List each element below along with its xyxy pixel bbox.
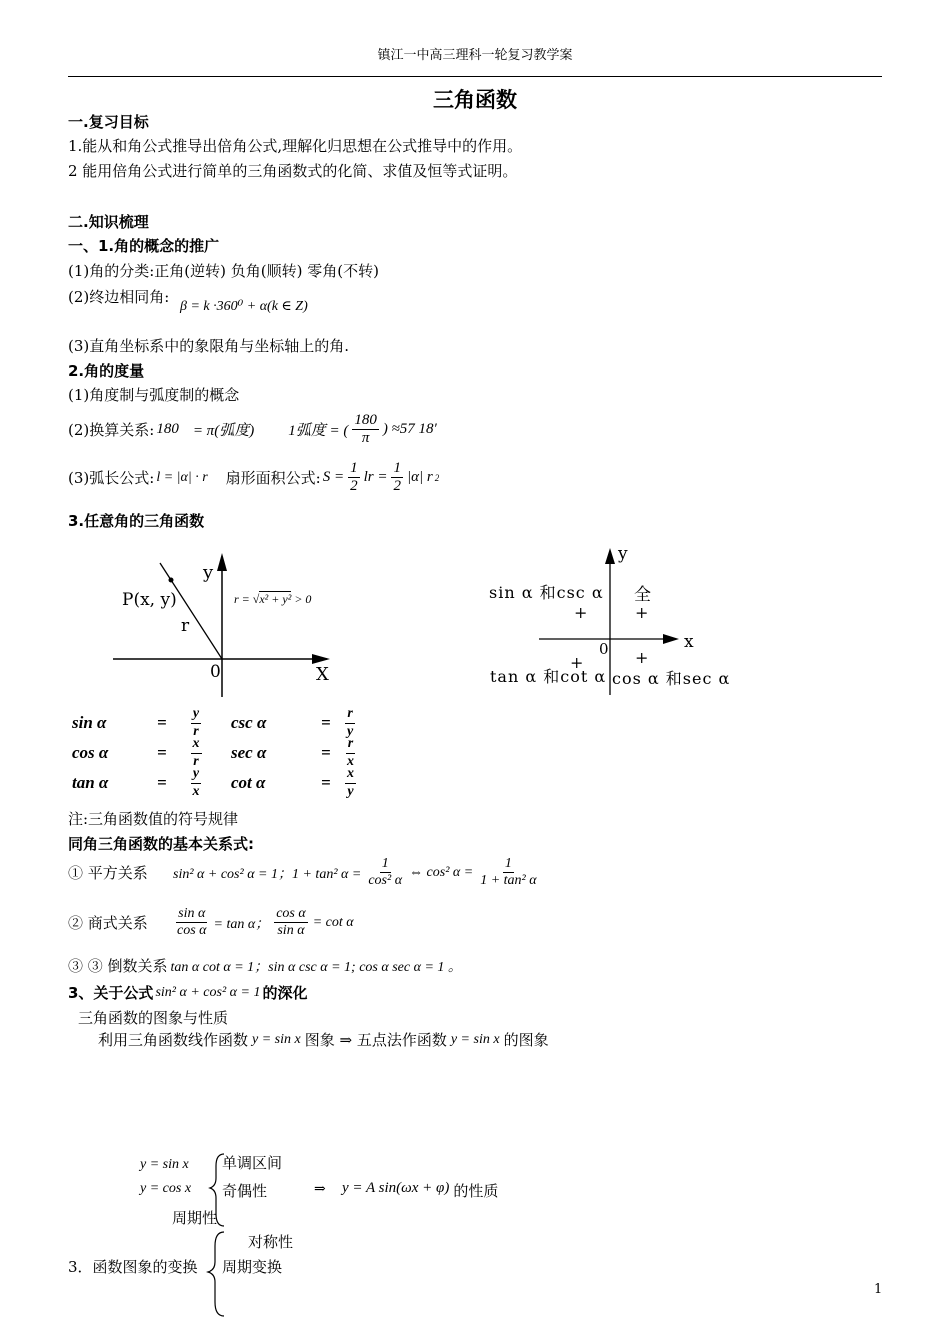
degree-radian-concept: (1)角度制与弧度制的概念 — [68, 386, 240, 404]
conversion-tail: ) ≈57 18′ — [382, 421, 437, 438]
transform-label: 3．函数图象的变换 — [68, 1258, 198, 1276]
section1-heading: 一.复习目标 — [68, 113, 149, 131]
periodicity: 周期性 — [172, 1209, 218, 1227]
subsection-1: 一、1.角的概念的推广 — [68, 237, 220, 255]
radius-label: r — [181, 616, 190, 636]
quotient-frac2 — [274, 906, 308, 939]
symmetry: 对称性 — [248, 1233, 294, 1251]
quadrant-4-sign: + — [635, 648, 649, 667]
fraction-denominator: r — [193, 723, 199, 739]
fraction-denominator: x — [192, 783, 200, 799]
sector-S: S = — [322, 469, 345, 486]
definition-fraction — [181, 766, 211, 799]
diagram-left-y: y — [203, 562, 214, 583]
fraction-numerator: 1 — [391, 460, 403, 478]
goal-item-1: 1.能从和角公式推导出倍角公式,理解化归思想在公式推导中的作用。 — [68, 137, 523, 155]
fraction-numerator: y — [191, 766, 201, 783]
square-relation-row — [68, 856, 541, 889]
square-relation-b: ⇔ cos² α = — [409, 864, 474, 880]
lower-brace-path — [208, 1232, 224, 1316]
fraction-numerator: x — [345, 766, 356, 783]
target-property-row — [342, 1180, 498, 1201]
subsection-2: 2.角的度量 — [68, 362, 145, 380]
fraction-numerator: 1 — [380, 856, 391, 873]
conversion-180: 180 — [156, 421, 179, 438]
definition-row-1 — [72, 708, 358, 738]
definition-fraction — [181, 736, 211, 769]
x-axis-arrow — [663, 634, 679, 644]
reciprocal-relation-formula: tan α cot α = 1；sin α csc α = 1; cos α sec α = 1 。 — [170, 959, 462, 975]
sector-tail: |α| r — [406, 469, 433, 486]
fraction-numerator: sin α — [176, 906, 207, 923]
definition-eq: = — [157, 713, 167, 732]
quadrant-2-label: sin α 和csc α — [489, 583, 604, 602]
conversion-row — [68, 412, 437, 448]
reciprocal-relation-row — [68, 955, 462, 976]
arc-length-label: (3)弧长公式: — [68, 469, 155, 488]
goal-item-2: 2 能用倍角公式进行简单的三角函数式的化简、求值及恒等式证明。 — [68, 162, 518, 180]
sector-area-label: 扇形面积公式: — [225, 469, 321, 488]
quadrant-3-label: tan α 和cot α — [490, 667, 607, 686]
fraction-denominator: x — [347, 753, 354, 769]
section2-heading: 二.知识梳理 — [68, 213, 149, 231]
deepen-pre: 3、关于公式 — [68, 984, 154, 1002]
conversion-fraction — [352, 412, 379, 448]
definition-fraction — [181, 706, 211, 739]
y-axis-arrow — [605, 548, 615, 564]
diagram-right-x: x — [684, 632, 694, 652]
graph-method-f2: y = sin x — [450, 1031, 500, 1047]
page-header: 镇江一中高三理科一轮复习教学案 — [377, 48, 573, 63]
graph-method-row — [98, 1029, 549, 1050]
sign-rule-note: 注:三角函数值的符号规律 — [68, 810, 239, 828]
lower-f2: y = cos x — [140, 1181, 192, 1196]
quadrant-4-label: cos α 和sec α — [612, 669, 731, 688]
quadrant-2-sign: + — [574, 603, 588, 622]
target-tail: 的性质 — [453, 1182, 499, 1200]
fraction-numerator: 1 — [503, 856, 514, 873]
quadrant-3-sign: + — [570, 653, 584, 672]
square-relation-label: ① 平方关系 — [68, 864, 148, 883]
fraction-denominator: sin α — [277, 923, 305, 939]
quotient-relation-row — [68, 906, 354, 939]
quotient-relation-label: ② 商式关系 — [68, 914, 148, 933]
lower-f1: y = sin x — [140, 1157, 189, 1172]
definition-fn: sec α — [231, 743, 267, 762]
definition-fraction — [345, 766, 356, 799]
quadrant-1-label: 全 — [634, 585, 651, 605]
fraction-numerator: r — [345, 706, 354, 723]
square-relation-a: sin² α + cos² α = 1；1 + tan² α = — [173, 866, 362, 882]
coterminal-label: (2)终边相同角: — [68, 288, 170, 306]
header-rule — [68, 76, 882, 77]
point-label: P(x, y) — [122, 590, 177, 610]
definition-eq: = — [157, 743, 167, 762]
fraction-denominator: 2 — [350, 478, 358, 495]
definition-row-2 — [72, 738, 358, 768]
arc-length-formula: l = |α| · r — [156, 469, 208, 485]
quotient-a: = tan α； — [213, 916, 270, 932]
definition-fn: cot α — [231, 773, 266, 792]
same-angle-heading: 同角三角函数的基本关系式: — [68, 835, 254, 853]
point-p — [169, 578, 174, 583]
graph-props-title: 三角函数的图象与性质 — [78, 1009, 229, 1027]
coterminal-formula: β = k ·360⁰ + α(k ∈ Z) — [180, 299, 308, 314]
definition-eq: = — [321, 743, 331, 762]
fraction-denominator: cos α — [177, 923, 207, 939]
reciprocal-relation-label: ③ ③ 倒数关系 — [68, 957, 168, 975]
half-fraction-2 — [391, 460, 403, 496]
conversion-pi: = π(弧度) — [192, 423, 255, 440]
page-title: 三角函数 — [433, 88, 517, 112]
radius-formula — [234, 592, 311, 607]
diagram-left-x: X — [316, 664, 329, 685]
trig-definitions — [72, 708, 358, 798]
fraction-numerator: cos α — [274, 906, 308, 923]
diagram-right-y: y — [618, 544, 628, 564]
fraction-denominator: y — [347, 783, 354, 799]
lower-brace — [206, 1228, 228, 1320]
diagram-right-origin: 0 — [599, 640, 609, 658]
definition-eq: = — [321, 713, 331, 732]
target-formula: y = A sin(ωx + φ) — [342, 1180, 450, 1196]
definition-row-3 — [72, 768, 358, 798]
fraction-denominator: r — [193, 753, 199, 769]
parity: 奇偶性 — [222, 1182, 268, 1200]
quotient-frac1 — [175, 906, 209, 939]
fraction-numerator: x — [191, 736, 202, 753]
quadrant-1-sign: + — [635, 603, 649, 622]
fraction-denominator: 2 — [393, 478, 401, 495]
definition-fn: tan α — [72, 773, 109, 792]
graph-method-b: 图象 ⇒ 五点法作函数 — [304, 1031, 447, 1049]
quadrant-angles: (3)直角坐标系中的象限角与坐标轴上的角. — [68, 337, 350, 355]
diagram-left-origin: 0 — [210, 662, 221, 682]
fraction-denominator: cos² α — [368, 873, 403, 889]
period-transform: 周期变换 — [222, 1258, 283, 1276]
quotient-b: = cot α — [312, 914, 354, 930]
fraction-denominator: y — [347, 723, 354, 739]
fraction-numerator: r — [346, 736, 355, 753]
definition-fn: csc α — [231, 713, 267, 732]
fraction-denominator: 1 + tan² α — [480, 873, 537, 889]
conversion-radian: 1弧度 = ( — [288, 423, 349, 440]
square-relation-frac2 — [478, 856, 538, 889]
definition-fraction — [345, 706, 355, 739]
definition-fraction — [345, 736, 356, 769]
half-fraction-1 — [348, 460, 360, 496]
unit-circle-diagram — [105, 545, 345, 705]
deepen-formula: sin² α + cos² α = 1 — [155, 984, 261, 1000]
square-relation-frac1 — [366, 856, 404, 889]
graph-method-a: 利用三角函数线作函数 — [98, 1031, 249, 1049]
x-axis-arrow — [312, 654, 330, 664]
arc-length-row: (3)弧长公式: l = |α| · r 扇形面积公式: S = $\frac{1}{2}$ lr = $\frac{1}{2}$ |α| r 2 — [68, 460, 440, 495]
radius-formula-c: > 0 — [291, 592, 312, 606]
radius-formula-a: r = √ — [234, 592, 260, 606]
angle-classification: (1)角的分类:正角(逆转) 负角(顺转) 零角(不转) — [68, 262, 379, 280]
definition-fn: cos α — [72, 743, 109, 762]
subsection-3: 3.任意角的三角函数 — [68, 512, 205, 530]
definition-fn: sin α — [72, 713, 107, 732]
fraction-numerator: 180 — [352, 412, 379, 430]
page-number: 1 — [874, 1282, 883, 1297]
deepen-post: 的深化 — [262, 984, 308, 1002]
graph-method-c: 的图象 — [503, 1031, 549, 1049]
graph-method-f1: y = sin x — [252, 1031, 301, 1047]
fraction-denominator: π — [361, 430, 370, 447]
implies-arrow: ⇒ — [314, 1181, 326, 1197]
deepen-row — [68, 982, 307, 1003]
sector-lr: lr = — [363, 469, 388, 486]
definition-eq: = — [157, 773, 167, 792]
radius-formula-b: x² + y² — [259, 592, 292, 606]
monotonic-interval: 单调区间 — [222, 1154, 283, 1172]
conversion-label: (2)换算关系: — [68, 421, 155, 440]
fraction-numerator: y — [191, 706, 201, 723]
definition-eq: = — [321, 773, 331, 792]
y-axis-arrow — [217, 553, 227, 571]
fraction-numerator: 1 — [348, 460, 360, 478]
